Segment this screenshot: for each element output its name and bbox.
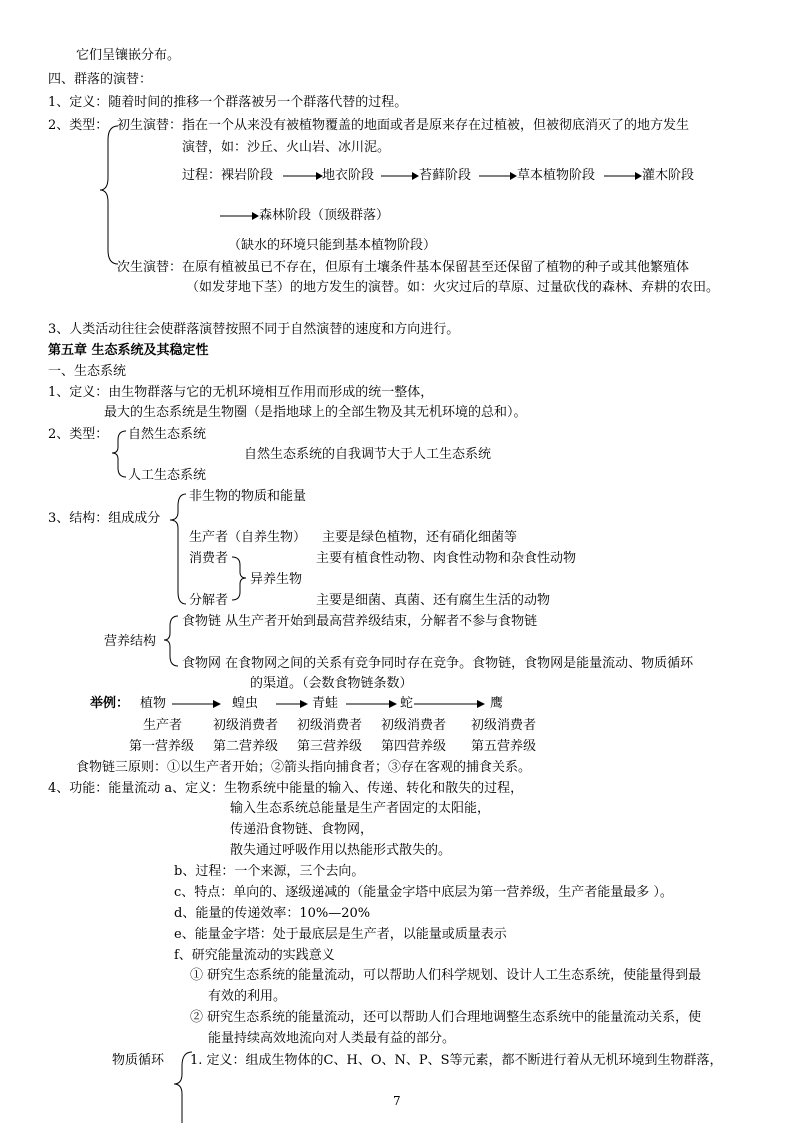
chain-organism: 蝗虫 [232, 696, 259, 711]
process-step: 草本植物阶段 [517, 168, 596, 183]
chain-organism: 蛇 [400, 696, 414, 711]
chain-organism: 植物 [140, 696, 167, 711]
section-heading: 四、群落的演替： [48, 72, 153, 87]
text-line: 初生演替：指在一个从来没有被植物覆盖的地面或者是原来存在过植被，但被彻底消灭了的地方发生 [117, 118, 690, 133]
text-line: 自然生态系统 [128, 427, 207, 442]
text-line: 消费者 [189, 551, 229, 566]
chain-organism: 鹰 [490, 696, 504, 711]
text-line: 散失通过呼吸作用以热能形式散失的。 [230, 843, 452, 858]
chain-role: 初级消费者 [213, 718, 279, 733]
text-line: 3、人类活动往往会使群落演替按照不同于自然演替的速度和方向进行。 [48, 322, 460, 337]
text-line: 主要是绿色植物，还有硝化细菌等 [322, 530, 518, 545]
text-line: 次生演替：在原有植被虽已不存在，但原有土壤条件基本保留甚至还保留了植物的种子或其他繁殖体 [117, 260, 690, 275]
text-line: 演替，如：沙丘、火山岩、冰川泥。 [182, 140, 391, 155]
chain-organism: 青蛙 [312, 696, 339, 711]
text-line: 输入生态系统总能量是生产者固定的太阳能， [230, 801, 491, 816]
components-brace [170, 494, 186, 604]
chain-level: 第二营养级 [213, 739, 279, 754]
process-step: 森林阶段（顶级群落） [259, 208, 390, 223]
chapter-heading: 第五章 生态系统及其稳定性 [48, 343, 209, 358]
text-line: （缺水的环境只能到基本植物阶段） [228, 238, 437, 253]
text-line: 最大的生态系统是生物圈（是指地球上的全部生物及其无机环境的总和）。 [104, 405, 527, 420]
text-line: 分解者 [189, 593, 229, 608]
trophic-brace [164, 616, 178, 666]
page-number: 7 [393, 1094, 401, 1108]
text-line: 食物链三原则：①以生产者开始；②箭头指向捕食者；③存在客观的捕食关系。 [76, 760, 532, 775]
text-line: 物质循环 [112, 1053, 165, 1068]
process-step: 地衣阶段 [322, 168, 375, 183]
chain-level: 第一营养级 [129, 739, 195, 754]
text-line: ① 研究生态系统的能量流动，可以帮助人们科学规划、设计人工生态系统，使能量得到最 [190, 968, 702, 983]
text-line: c、特点：单向的、逐级递减的（能量金字塔中底层为第一营养级，生产者能量最多 ）。 [174, 885, 673, 900]
text-line: d、能量的传递效率：10%—20% [174, 906, 371, 921]
section-heading: 一、生态系统 [48, 364, 127, 379]
text-line: ② 研究生态系统的能量流动，还可以帮助人们合理地调整生态系统中的能量流动关系，使 [190, 1010, 702, 1025]
succession-brace [100, 126, 118, 264]
text-line: 有效的利用。 [208, 989, 287, 1004]
text-line: 的渠道。（会数食物链条数） [250, 676, 413, 691]
text-line: 主要是细菌、真菌、还有腐生生活的动物 [316, 593, 551, 608]
text-line: 传递沿食物链、食物网， [230, 822, 374, 837]
text-line: 1. 定义：组成生物体的C、H、O、N、P、S等元素，都不断进行着从无机环境到生物群落， [190, 1053, 723, 1068]
heterotroph-brace [232, 557, 246, 600]
text-line: 非生物的物质和能量 [189, 489, 307, 504]
text-line: 2、类型： [48, 118, 109, 133]
text-line: （如发芽地下茎）的地方发生的演替。如：火灾过后的草原、过量砍伐的森林、弃耕的农田。 [186, 280, 720, 295]
example-label: 举例： [90, 696, 130, 711]
chain-role: 初级消费者 [471, 718, 537, 733]
text-line: 3、结构：组成成分 [48, 511, 161, 526]
text-line: b、过程：一个来源，三个去向。 [174, 864, 365, 879]
text-line: f、研究能量流动的实践意义 [174, 948, 335, 963]
text-line: 生产者（自养生物） [189, 530, 307, 545]
text-line: 1、定义：由生物群落与它的无机环境相互作用而形成的统一整体， [48, 385, 434, 400]
text-line: 人工生态系统 [128, 468, 207, 483]
chain-role: 初级消费者 [381, 718, 447, 733]
chain-level: 第三营养级 [297, 739, 363, 754]
text-line: 营养结构 [104, 634, 157, 649]
text-line: 主要有植食性动物、肉食性动物和杂食性动物 [316, 551, 577, 566]
chain-level: 第四营养级 [381, 739, 447, 754]
text-line: 2、类型： [48, 427, 109, 442]
text-line: 1、定义：随着时间的推移一个群落被另一个群落代替的过程。 [48, 95, 408, 110]
text-line: 它们呈镶嵌分布。 [76, 48, 181, 63]
process-step: 灌木阶段 [642, 168, 695, 183]
text-line: 自然生态系统的自我调节大于人工生态系统 [244, 447, 492, 462]
text-line: 能量持续高效地流向对人类最有益的部分。 [208, 1031, 456, 1046]
text-line: 食物网 在食物网之间的关系有竞争同时存在竞争。食物链，食物网是能量流动、物质循环 [182, 656, 694, 671]
text-line: 4、功能：能量流动 a、定义：生物系统中能量的输入、传递、转化和散失的过程， [48, 781, 524, 796]
process-step: 苔藓阶段 [419, 168, 472, 183]
text-line: 异养生物 [250, 572, 303, 587]
text-line: 食物链 从生产者开始到最高营养级结束，分解者不参与食物链 [182, 614, 538, 629]
chain-role: 生产者 [143, 718, 183, 733]
chain-role: 初级消费者 [297, 718, 363, 733]
process-step: 过程：裸岩阶段 [182, 168, 274, 183]
chain-level: 第五营养级 [471, 739, 537, 754]
text-line: e、能量金字塔：处于最底层是生产者，以能量或质量表示 [174, 927, 507, 942]
types-brace [112, 431, 126, 477]
